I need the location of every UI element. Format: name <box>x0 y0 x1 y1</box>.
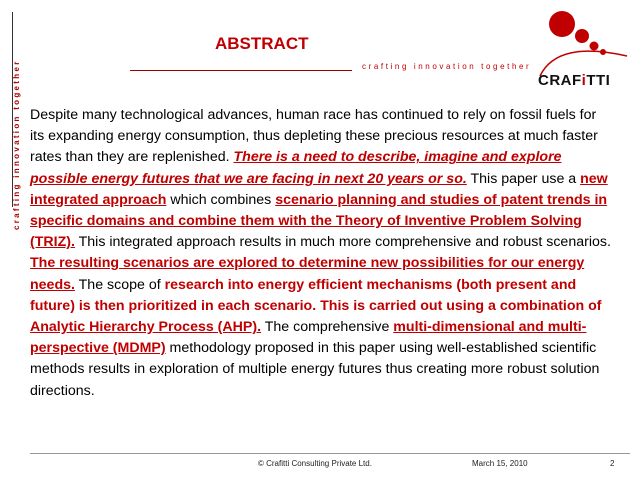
slide-title: ABSTRACT <box>215 34 309 53</box>
logo-text-highlight: i <box>581 72 587 89</box>
logo-text-2: TTI <box>586 72 611 89</box>
tagline: crafting innovation together <box>362 62 532 71</box>
title-divider <box>130 70 352 71</box>
abstract-segment: The scope of <box>74 276 165 293</box>
abstract-segment: This integrated approach results in much more comprehensive and robust scenarios. <box>74 234 611 251</box>
abstract-segment: multi-dimensional and multi-perspective (MDMP) <box>30 319 587 357</box>
abstract-segment: Despite many technological advances, human race has continued to rely on fossil fuels for its expanding energy consumption, thus depleting these precious resources at much faster rates than they are replenished. <box>30 107 598 166</box>
abstract-segment: Analytic Hierarchy Process (AHP). <box>30 319 262 336</box>
footer-copyright: © Crafitti Consulting Private Ltd. <box>258 459 372 468</box>
logo-wordmark <box>538 72 610 89</box>
abstract-segment: research into energy efficient mechanisms (both present and future) is then prioritized in each scenario. This is carried out using a combination of <box>30 276 602 314</box>
footer-divider <box>30 453 630 454</box>
abstract-segment: methodology proposed in this paper using well-established scientific methods results in exploration of multiple energy futures thus creating more robust solution directions. <box>30 340 600 399</box>
footer-date: March 15, 2010 <box>472 459 528 468</box>
abstract-segment: This paper use a <box>466 170 581 187</box>
abstract-segment: The comprehensive <box>261 319 394 336</box>
side-tagline: crafting innovation together <box>12 59 21 230</box>
logo-text-1: CRAF <box>538 72 582 89</box>
abstract-segment: scenario planning and studies of patent trends in specific domains and combine them with the Theory of Inventive Problem Solving (TRIZ). <box>30 191 608 251</box>
abstract-segment: There is a need to describe, imagine and explore possible energy futures that we are facing in next 20 years or so. <box>30 149 562 187</box>
abstract-segment: which combines <box>166 191 276 208</box>
abstract-segment: new integrated approach <box>30 170 608 208</box>
footer-page-number: 2 <box>610 459 615 468</box>
abstract-segment: The resulting scenarios are explored to determine new possibilities for our energy needs. <box>30 255 585 293</box>
abstract-body <box>30 105 614 402</box>
